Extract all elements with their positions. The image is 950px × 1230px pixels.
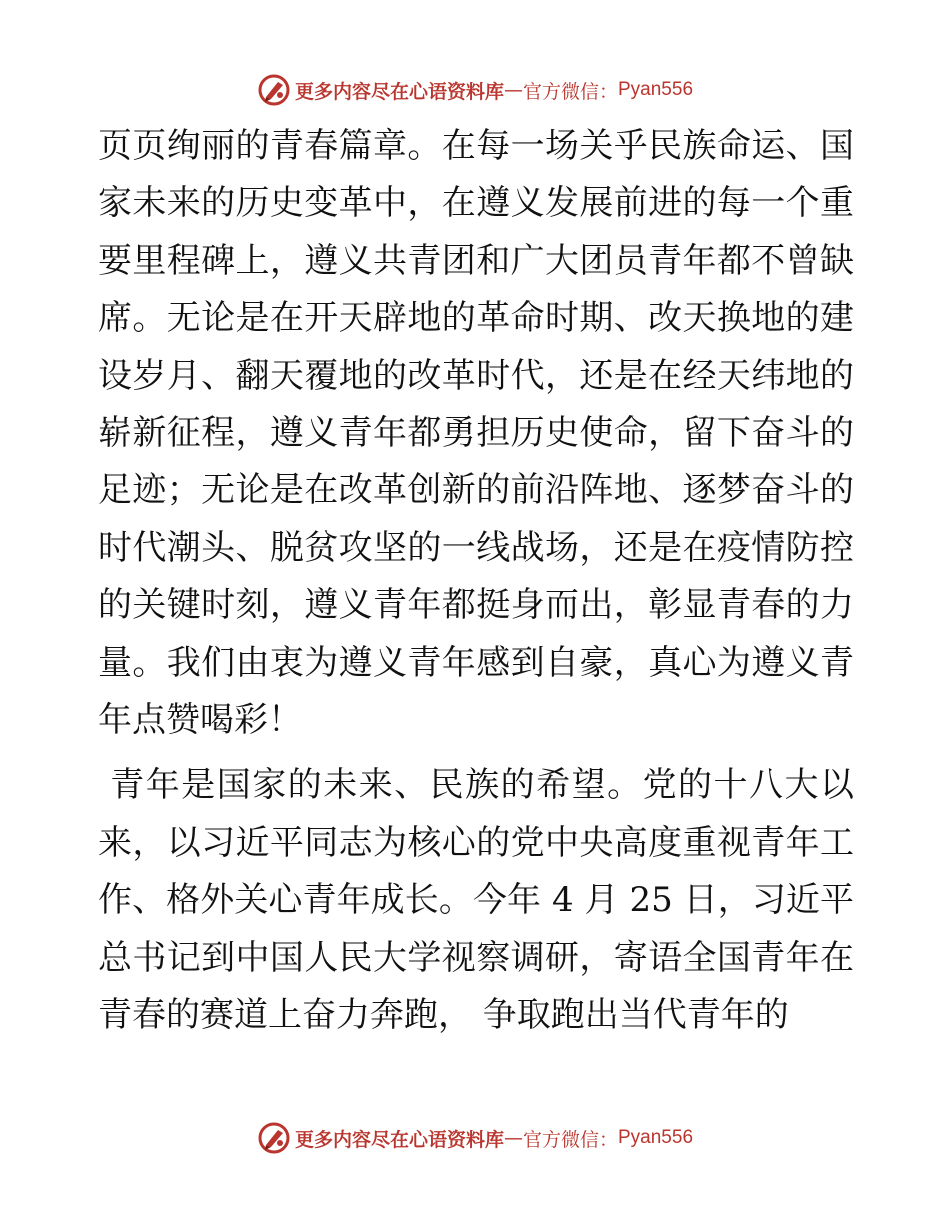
paragraph-1: 页页绚丽的青春篇章。在每一场关乎民族命运、国家未来的历史变革中，在遵义发展前进的每一个重要里程碑上，遵义共青团和广大团员青年都不曾缺席。无论是在开天辟地的革命时期、改天换地的建设岁月、翻天覆地的改革时代，还是在经天纬地的崭新征程，遵义青年都勇担历史使命，留下奋斗的足迹；无论是在改革创新的前沿阵地、逐梦奋斗的时代潮头、脱贫攻坚的一线战场，还是在疫情防控的关键时刻，遵义青年都挺身而出，彰显青春的力量。我们由衷为遵义青年感到自豪，真心为遵义青年点赞喝彩！ — [98, 126, 854, 741]
footer-wechat-label: 官方微信： — [522, 1128, 618, 1151]
paragraph-2: 青年是国家的未来、民族的希望。党的十八大以来，以习近平同志为核心的党中央高度重视青年工作、格外关心青年成长。今年 4 月 25 日，习近平总书记到中国人民大学视察调研，寄语全国青年在青春的赛道上奋力奔跑， 争取跑出当代青年的 — [98, 765, 854, 1036]
footer-dash: — — [503, 1127, 523, 1149]
header-wechat-label: 官方微信： — [522, 80, 618, 103]
footer-banner — [0, 1120, 950, 1156]
header-promo-text: 更多内容尽在心语资料库 — [294, 80, 504, 103]
header-dash: — — [503, 79, 523, 101]
footer-promo-text: 更多内容尽在心语资料库 — [294, 1128, 504, 1151]
document-body — [98, 118, 854, 1045]
brand-logo-icon — [257, 73, 291, 107]
footer-wechat-id: Pyan556 — [618, 1127, 694, 1148]
header-banner — [0, 72, 950, 108]
header-wechat-id: Pyan556 — [618, 79, 694, 100]
brand-logo-icon — [257, 1121, 291, 1155]
